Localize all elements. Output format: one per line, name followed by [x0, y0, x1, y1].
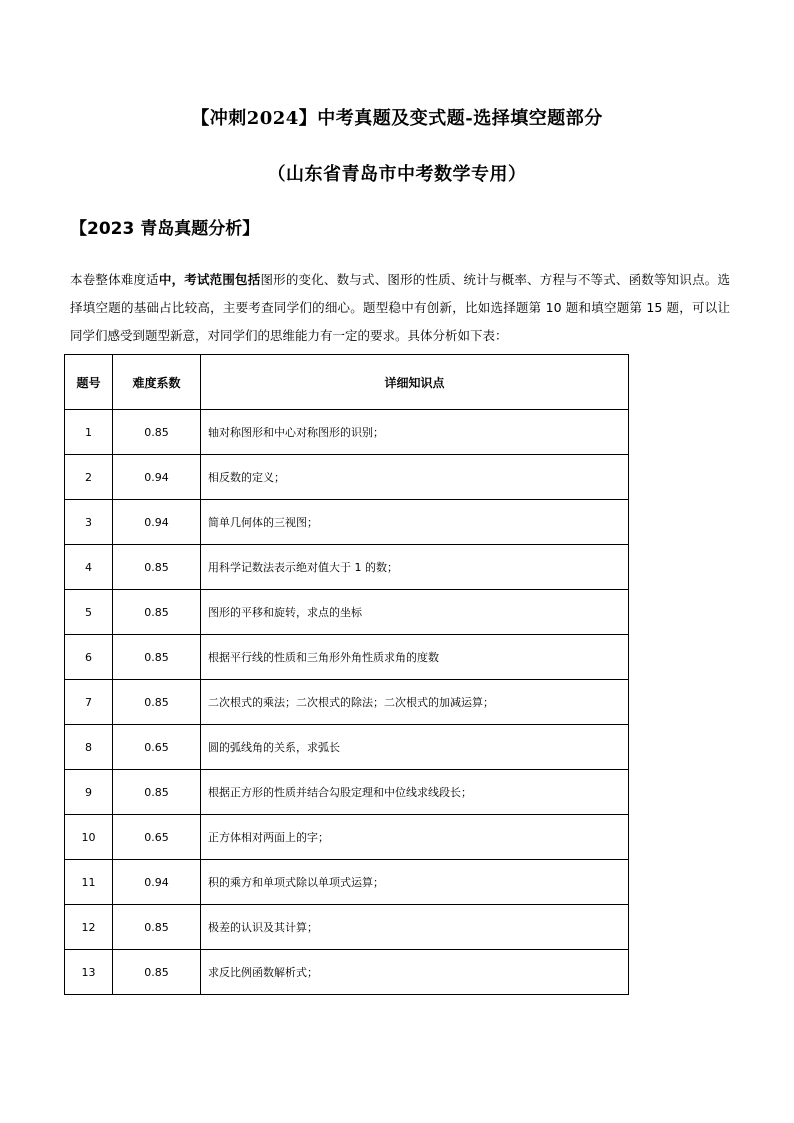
- table-row: [65, 410, 629, 455]
- cell-question-no: 9: [65, 770, 113, 815]
- cell-detail: 根据平行线的性质和三角形外角性质求角的度数: [201, 635, 629, 680]
- intro-paragraph: [70, 266, 730, 350]
- header-difficulty: 难度系数: [113, 355, 201, 410]
- cell-question-no: 2: [65, 455, 113, 500]
- table-row: [65, 860, 629, 905]
- cell-question-no: 6: [65, 635, 113, 680]
- table-row: [65, 815, 629, 860]
- table-row: [65, 725, 629, 770]
- cell-difficulty: 0.65: [113, 815, 201, 860]
- cell-detail: 用科学记数法表示绝对值大于 1 的数；: [201, 545, 629, 590]
- header-detail: 详细知识点: [201, 355, 629, 410]
- cell-difficulty: 0.85: [113, 950, 201, 995]
- cell-difficulty: 0.85: [113, 545, 201, 590]
- table-row: [65, 635, 629, 680]
- cell-question-no: 11: [65, 860, 113, 905]
- intro-bold-text: 中，考试范围包括: [158, 272, 261, 287]
- cell-difficulty: 0.85: [113, 410, 201, 455]
- cell-question-no: 3: [65, 500, 113, 545]
- cell-difficulty: 0.85: [113, 770, 201, 815]
- cell-detail: 正方体相对两面上的字；: [201, 815, 629, 860]
- cell-difficulty: 0.94: [113, 860, 201, 905]
- table-row: [65, 590, 629, 635]
- table-row: [65, 770, 629, 815]
- cell-detail: 二次根式的乘法；二次根式的除法；二次根式的加减运算；: [201, 680, 629, 725]
- cell-question-no: 1: [65, 410, 113, 455]
- header-question-no: 题号: [65, 355, 113, 410]
- cell-question-no: 13: [65, 950, 113, 995]
- cell-detail: 积的乘方和单项式除以单项式运算；: [201, 860, 629, 905]
- table-row: [65, 680, 629, 725]
- section-heading: 【2023 青岛真题分析】: [70, 219, 260, 239]
- cell-detail: 相反数的定义；: [201, 455, 629, 500]
- cell-difficulty: 0.94: [113, 500, 201, 545]
- cell-detail: 轴对称图形和中心对称图形的识别；: [201, 410, 629, 455]
- cell-detail: 图形的平移和旋转，求点的坐标: [201, 590, 629, 635]
- table-row: [65, 455, 629, 500]
- table-row: [65, 545, 629, 590]
- cell-question-no: 5: [65, 590, 113, 635]
- cell-detail: 求反比例函数解析式；: [201, 950, 629, 995]
- cell-detail: 极差的认识及其计算；: [201, 905, 629, 950]
- analysis-table: [64, 354, 629, 995]
- cell-question-no: 7: [65, 680, 113, 725]
- cell-difficulty: 0.85: [113, 590, 201, 635]
- table-row: [65, 950, 629, 995]
- cell-difficulty: 0.94: [113, 455, 201, 500]
- cell-difficulty: 0.85: [113, 680, 201, 725]
- cell-difficulty: 0.85: [113, 635, 201, 680]
- intro-text-1: 本卷整体难度适: [70, 272, 159, 287]
- cell-question-no: 4: [65, 545, 113, 590]
- cell-detail: 简单几何体的三视图；: [201, 500, 629, 545]
- table-row: [65, 500, 629, 545]
- table-row: [65, 905, 629, 950]
- cell-detail: 圆的弧线角的关系，求弧长: [201, 725, 629, 770]
- cell-difficulty: 0.65: [113, 725, 201, 770]
- table-header-row: [65, 355, 629, 410]
- cell-difficulty: 0.85: [113, 905, 201, 950]
- cell-question-no: 8: [65, 725, 113, 770]
- page-subtitle: （山东省青岛市中考数学专用）: [267, 164, 527, 185]
- cell-question-no: 12: [65, 905, 113, 950]
- table-body: [65, 410, 629, 995]
- intro-text-2: 图形的变化、数与式、图形的性质、统计与概率、方程与不等式、函数等知识点。选择填空题的基础占比较高，主要考查同学们的细心。题型稳中有创新，比如选择题第 10 题和填空题第 15 题，可以让同学们感受到题型新意，对同学们的思维能力有一定的要求。具体分析如下表：: [70, 272, 730, 343]
- cell-question-no: 10: [65, 815, 113, 860]
- page-title: 【冲刺2024】中考真题及变式题-选择填空题部分: [191, 108, 603, 129]
- cell-detail: 根据正方形的性质并结合勾股定理和中位线求线段长；: [201, 770, 629, 815]
